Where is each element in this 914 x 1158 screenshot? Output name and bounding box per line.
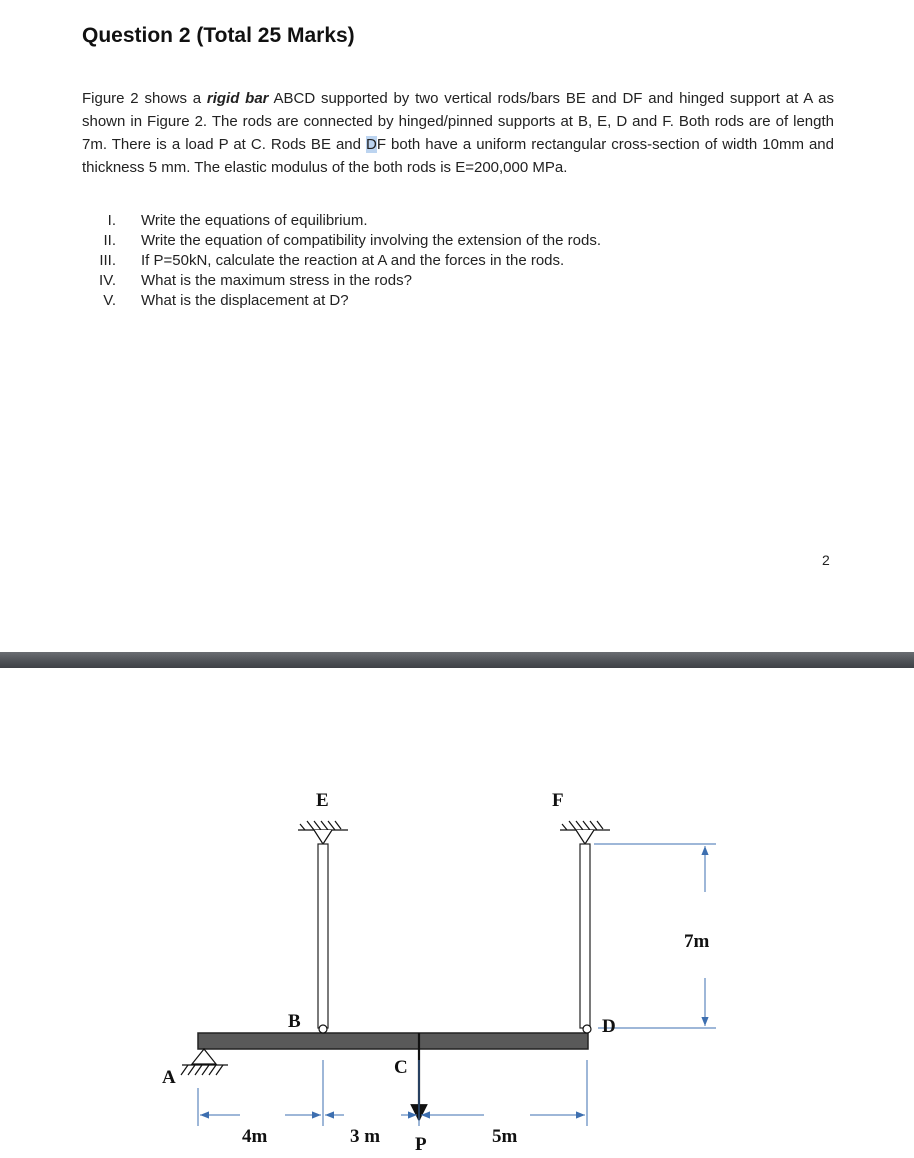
dim-rod-length-label: 7m — [684, 931, 710, 952]
list-text: If P=50kN, calculate the reaction at A and the forces in the rods. — [141, 252, 565, 269]
list-item — [82, 231, 782, 251]
question-paragraph — [82, 87, 834, 179]
para-text-2: ABCD supported by two vertical rods/bars BE and DF and hinged support at A as shown in Figure 2. The rods are connected by hinged/pinned supports at B, E, D and F. Both rods are of length 7m. There is a load P at C. Rods BE and — [82, 90, 835, 153]
label-a: A — [162, 1067, 176, 1088]
list-text: Write the equation of compatibility involving the extension of the rods. — [141, 232, 601, 249]
figure-2 — [0, 668, 914, 1158]
dim-cd-label: 5m — [492, 1126, 518, 1147]
para-emphasis: rigid bar — [206, 90, 269, 107]
support-f — [560, 821, 610, 844]
label-b: B — [288, 1011, 301, 1032]
list-number: V. — [103, 292, 116, 309]
dimension-lines — [198, 844, 716, 1126]
para-text-1: Figure 2 shows a — [82, 90, 207, 107]
label-e: E — [316, 790, 329, 811]
support-e — [298, 821, 348, 844]
rod-df — [580, 844, 590, 1028]
pin-d — [583, 1025, 591, 1033]
list-text: What is the displacement at D? — [141, 292, 349, 309]
page-number: 2 — [822, 552, 830, 568]
list-item — [82, 251, 782, 271]
task-list — [82, 211, 782, 311]
label-f: F — [552, 790, 564, 811]
dim-ab-label: 4m — [242, 1126, 268, 1147]
list-number: II. — [103, 232, 116, 249]
rod-be — [318, 844, 328, 1028]
list-number: I. — [107, 212, 116, 229]
list-item — [82, 271, 782, 291]
list-number: IV. — [99, 272, 116, 289]
rigid-bar — [198, 1033, 588, 1049]
label-d: D — [602, 1016, 616, 1037]
list-item — [82, 291, 782, 311]
question-title: Question 2 (Total 25 Marks) — [82, 24, 355, 47]
pin-b — [319, 1025, 327, 1033]
list-text: What is the maximum stress in the rods? — [141, 272, 412, 289]
dim-bc-label: 3 m — [350, 1126, 381, 1147]
label-c: C — [394, 1057, 408, 1078]
page-separator — [0, 652, 914, 668]
hinge-support-a — [181, 1049, 228, 1075]
figure-svg — [0, 668, 914, 1158]
label-p: P — [415, 1134, 427, 1155]
list-number: III. — [99, 252, 116, 269]
list-item — [82, 211, 782, 231]
list-text: Write the equations of equilibrium. — [141, 212, 368, 229]
para-text-3: F both have a uniform rectangular cross-section of width 10mm and thickness 5 mm. The elastic modulus of the both rods is E=200,000 MPa. — [82, 136, 834, 176]
text-selection-highlight: D — [366, 136, 377, 153]
